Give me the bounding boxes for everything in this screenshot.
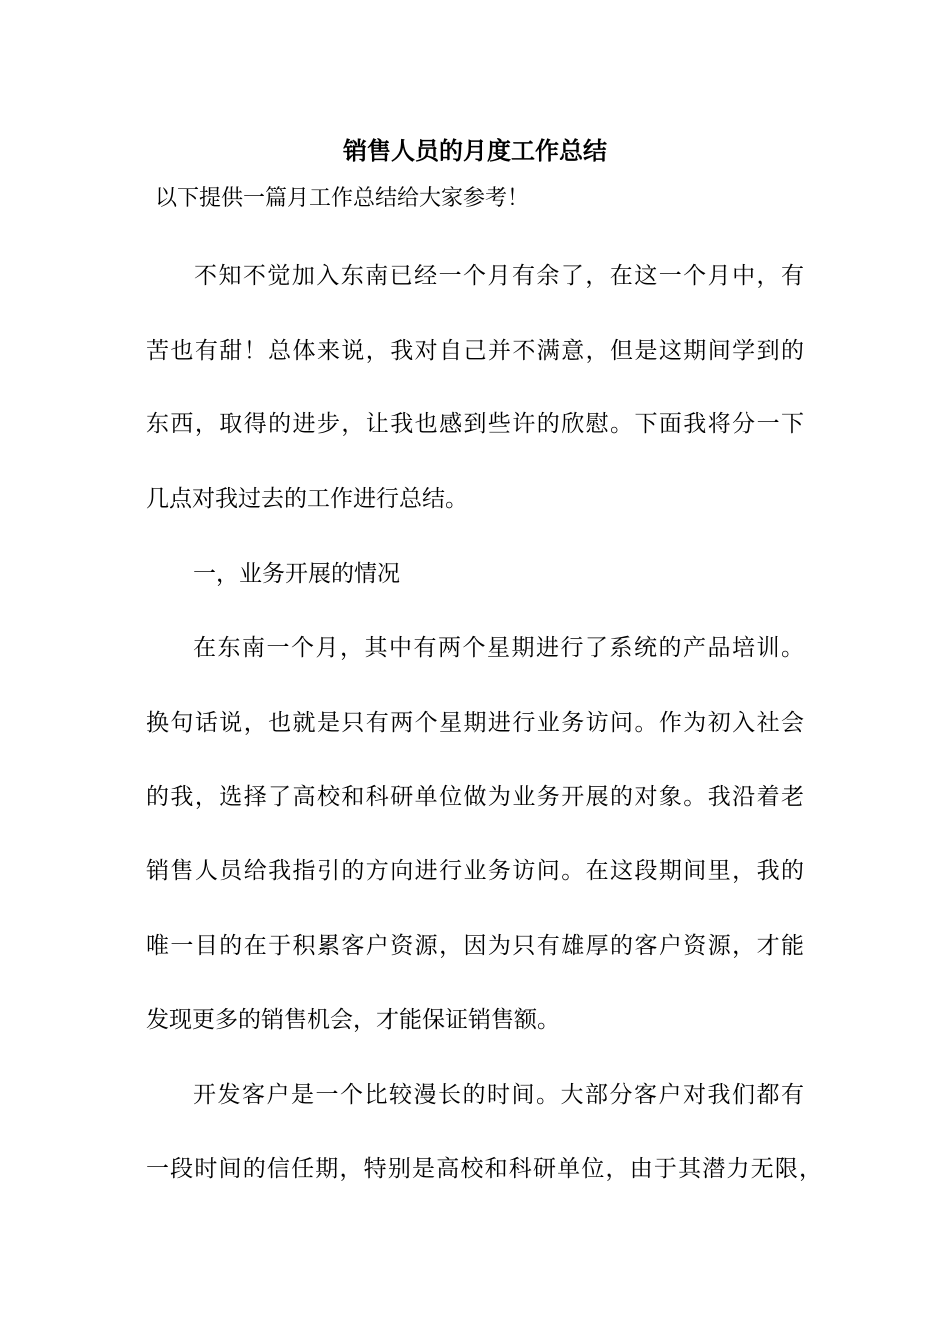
intro-line: 以下提供一篇月工作总结给大家参考！ — [155, 186, 530, 211]
paragraph-line: 销售人员给我指引的方向进行业务访问。在这段期间里，我的 — [146, 858, 804, 884]
paragraph-line: 一段时间的信任期，特别是高校和科研单位，由于其潜力无限， — [146, 1156, 822, 1182]
section-heading: 一，业务开展的情况 — [193, 561, 400, 587]
document-title: 销售人员的月度工作总结 — [343, 136, 607, 165]
paragraph-line: 苦也有甜！总体来说，我对自己并不满意，但是这期间学到的 — [146, 338, 804, 364]
paragraph-line: 换句话说，也就是只有两个星期进行业务访问。作为初入社会 — [146, 710, 804, 736]
paragraph-line: 几点对我过去的工作进行总结。 — [146, 486, 468, 512]
paragraph-line: 唯一目的在于积累客户资源，因为只有雄厚的客户资源，才能 — [146, 933, 804, 959]
paragraph-line: 不知不觉加入东南已经一个月有余了，在这一个月中，有 — [194, 263, 804, 289]
paragraph-line: 开发客户是一个比较漫长的时间。大部分客户对我们都有 — [193, 1082, 804, 1108]
paragraph-line: 在东南一个月，其中有两个星期进行了系统的产品培训。 — [193, 635, 804, 661]
paragraph-line: 发现更多的销售机会，才能保证销售额。 — [146, 1007, 560, 1033]
paragraph-line: 东西，取得的进步，让我也感到些许的欣慰。下面我将分一下 — [146, 411, 804, 437]
paragraph-line: 的我，选择了高校和科研单位做为业务开展的对象。我沿着老 — [146, 784, 804, 810]
